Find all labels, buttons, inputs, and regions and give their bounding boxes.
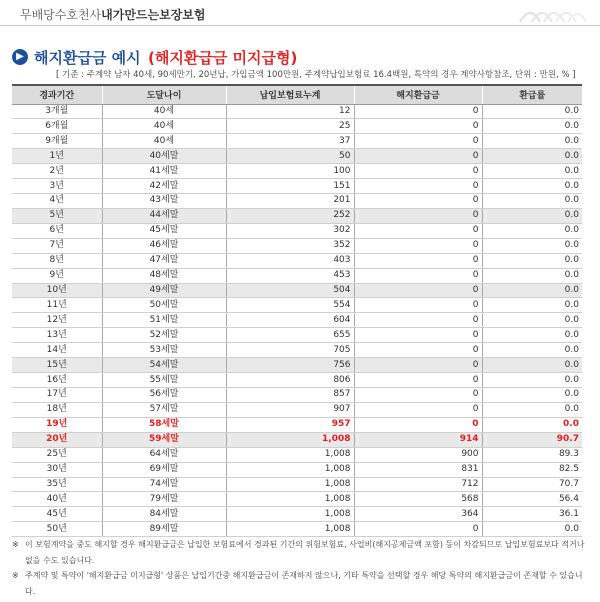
- cell-rate: 0.0: [482, 328, 582, 343]
- brand-prefix: 무배당수호천사: [20, 8, 102, 22]
- cell-age: 40세: [102, 119, 226, 134]
- cell-age: 56세말: [102, 388, 226, 403]
- cell-refund: 0: [354, 134, 482, 149]
- cell-rate: 0.0: [482, 298, 582, 313]
- cell-rate: 0.0: [482, 208, 582, 223]
- cell-rate: 0.0: [482, 388, 582, 403]
- cell-premium: 806: [226, 373, 354, 388]
- cell-period: 14년: [12, 343, 102, 358]
- cell-premium: 655: [226, 328, 354, 343]
- table-row: [12, 268, 582, 283]
- cell-refund: 0: [354, 238, 482, 253]
- cell-rate: 56.4: [482, 492, 582, 507]
- cell-period: 45년: [12, 507, 102, 522]
- cell-period: 3년: [12, 179, 102, 194]
- table-row: [12, 164, 582, 179]
- cell-rate: 0.0: [482, 104, 582, 119]
- cell-age: 42세말: [102, 179, 226, 194]
- cell-age: 74세말: [102, 477, 226, 492]
- table-row: [12, 253, 582, 268]
- cell-period: 5년: [12, 208, 102, 223]
- cell-age: 54세말: [102, 358, 226, 373]
- cell-period: 8년: [12, 253, 102, 268]
- cell-period: 15년: [12, 358, 102, 373]
- cell-refund: 0: [354, 104, 482, 119]
- cell-period: 6개월: [12, 119, 102, 134]
- header-refund: 해지환급금: [354, 85, 482, 104]
- cell-rate: 70.7: [482, 477, 582, 492]
- cell-rate: 0.0: [482, 179, 582, 194]
- cell-rate: 0.0: [482, 268, 582, 283]
- cell-refund: 0: [354, 253, 482, 268]
- cell-refund: 712: [354, 477, 482, 492]
- table-row: [12, 462, 582, 477]
- table-row: [12, 417, 582, 432]
- footnote-marker: ※: [12, 540, 19, 549]
- cell-refund: 0: [354, 179, 482, 194]
- cell-refund: 0: [354, 328, 482, 343]
- cell-period: 25년: [12, 447, 102, 462]
- table-row: [12, 388, 582, 403]
- footnote-marker: ※: [12, 571, 19, 580]
- cell-rate: 0.0: [482, 313, 582, 328]
- table-row: [12, 179, 582, 194]
- cell-rate: 0.0: [482, 343, 582, 358]
- cell-premium: 504: [226, 283, 354, 298]
- cell-rate: 82.5: [482, 462, 582, 477]
- cell-period: 40년: [12, 492, 102, 507]
- table-row: [12, 492, 582, 507]
- cell-rate: 0.0: [482, 238, 582, 253]
- cell-refund: 0: [354, 358, 482, 373]
- table-row: [12, 343, 582, 358]
- cell-refund: 0: [354, 343, 482, 358]
- cell-premium: 756: [226, 358, 354, 373]
- footnote-text: 이 보험계약을 중도 해지할 경우 해지환급금은 납입한 보험료에서 경과된 기간의 위험보험료, 사업비(해지공제금액 포함) 등이 차감되므로 납입보험료보다 적거나 없을 수도 있습니다.: [25, 540, 585, 565]
- cell-age: 40세: [102, 134, 226, 149]
- cell-refund: 0: [354, 313, 482, 328]
- brand-name: 내가만드는보장보험: [101, 8, 206, 22]
- table-row: [12, 358, 582, 373]
- cell-premium: 1,008: [226, 447, 354, 462]
- cell-period: 50년: [12, 522, 102, 537]
- cell-refund: 0: [354, 208, 482, 223]
- header-rate: 환급률: [482, 85, 582, 104]
- cell-period: 1년: [12, 149, 102, 164]
- cell-period: 18년: [12, 402, 102, 417]
- cell-refund: 0: [354, 268, 482, 283]
- cell-premium: 857: [226, 388, 354, 403]
- cell-period: 4년: [12, 194, 102, 209]
- cell-age: 51세말: [102, 313, 226, 328]
- cell-period: 30년: [12, 462, 102, 477]
- footnote: [12, 568, 588, 599]
- cell-refund: 568: [354, 492, 482, 507]
- cell-age: 52세말: [102, 328, 226, 343]
- cell-rate: 0.0: [482, 417, 582, 432]
- cell-age: 40세: [102, 104, 226, 119]
- cell-rate: 0.0: [482, 119, 582, 134]
- footnote-text: 주계약 및 특약이 '해지환급금 미지급형' 상품은 납입기간중 해지환급금이 존재하지 않으나, 기타 특약을 선택할 경우 해당 특약의 해지환급금이 존재할 수 있습니다.: [25, 571, 583, 596]
- cell-age: 89세말: [102, 522, 226, 537]
- basis-note: [ 기준 : 주계약 남자 40세, 90세만기, 20년납, 가입금액 100만원, 주계약납입보험료 16.4백원, 특약의 경우 계약사항참조, 단위 : 만원, % ]: [56, 70, 576, 80]
- footnotes: [12, 537, 588, 599]
- section-title: 해지환급금 예시: [34, 49, 141, 67]
- cell-age: 45세말: [102, 223, 226, 238]
- table-row: [12, 313, 582, 328]
- cell-refund: 0: [354, 298, 482, 313]
- cell-age: 69세말: [102, 462, 226, 477]
- cell-rate: 0.0: [482, 223, 582, 238]
- header-divider: [0, 25, 600, 26]
- cell-period: 6년: [12, 223, 102, 238]
- cell-refund: 0: [354, 194, 482, 209]
- cell-age: 48세말: [102, 268, 226, 283]
- table-row: [12, 238, 582, 253]
- footnote: [12, 537, 588, 568]
- cell-period: 17년: [12, 388, 102, 403]
- cell-premium: 37: [226, 134, 354, 149]
- cell-premium: 957: [226, 417, 354, 432]
- header-premium: 납입보험료누계: [226, 85, 354, 104]
- table-row: [12, 402, 582, 417]
- cell-refund: 914: [354, 432, 482, 447]
- cell-period: 9년: [12, 268, 102, 283]
- cell-refund: 0: [354, 388, 482, 403]
- cell-rate: 0.0: [482, 358, 582, 373]
- cell-age: 46세말: [102, 238, 226, 253]
- cell-premium: 554: [226, 298, 354, 313]
- cell-age: 41세말: [102, 164, 226, 179]
- cell-age: 79세말: [102, 492, 226, 507]
- cell-premium: 1,008: [226, 522, 354, 537]
- header-period: 경과기간: [12, 85, 102, 104]
- cell-age: 55세말: [102, 373, 226, 388]
- cell-premium: 151: [226, 179, 354, 194]
- cell-refund: 0: [354, 164, 482, 179]
- cell-age: 43세말: [102, 194, 226, 209]
- cell-period: 7년: [12, 238, 102, 253]
- cell-rate: 0.0: [482, 134, 582, 149]
- cell-period: 19년: [12, 417, 102, 432]
- table-row: [12, 208, 582, 223]
- cell-premium: 302: [226, 223, 354, 238]
- table-row: [12, 432, 582, 447]
- cell-rate: 0.0: [482, 373, 582, 388]
- cell-age: 47세말: [102, 253, 226, 268]
- table-body: [12, 104, 582, 537]
- play-circle-icon: ▶: [12, 49, 28, 65]
- cell-rate: 0.0: [482, 522, 582, 537]
- cell-age: 44세말: [102, 208, 226, 223]
- cell-age: 40세말: [102, 149, 226, 164]
- table-header-row: [12, 85, 582, 104]
- cell-age: 84세말: [102, 507, 226, 522]
- cell-premium: 907: [226, 402, 354, 417]
- cell-period: 2년: [12, 164, 102, 179]
- cell-premium: 705: [226, 343, 354, 358]
- refund-table: [12, 84, 582, 537]
- section-subtitle: (해지환급금 미지급형): [148, 49, 298, 67]
- cell-rate: 0.0: [482, 194, 582, 209]
- cell-age: 58세말: [102, 417, 226, 432]
- cell-premium: 252: [226, 208, 354, 223]
- table-row: [12, 373, 582, 388]
- cell-rate: 0.0: [482, 283, 582, 298]
- table-row: [12, 328, 582, 343]
- table-row: [12, 507, 582, 522]
- wave-decoration-icon: [518, 2, 588, 24]
- cell-rate: 0.0: [482, 149, 582, 164]
- cell-refund: 0: [354, 417, 482, 432]
- table-row: [12, 134, 582, 149]
- cell-premium: 50: [226, 149, 354, 164]
- cell-refund: 364: [354, 507, 482, 522]
- table-row: [12, 119, 582, 134]
- cell-age: 50세말: [102, 298, 226, 313]
- cell-premium: 25: [226, 119, 354, 134]
- cell-rate: 0.0: [482, 253, 582, 268]
- cell-premium: 453: [226, 268, 354, 283]
- cell-refund: 0: [354, 522, 482, 537]
- cell-premium: 1,008: [226, 492, 354, 507]
- table-row: [12, 149, 582, 164]
- cell-refund: 0: [354, 223, 482, 238]
- cell-period: 11년: [12, 298, 102, 313]
- cell-refund: 0: [354, 283, 482, 298]
- cell-premium: 1,008: [226, 432, 354, 447]
- cell-premium: 100: [226, 164, 354, 179]
- table-row: [12, 194, 582, 209]
- table-row: [12, 447, 582, 462]
- cell-rate: 90.7: [482, 432, 582, 447]
- table-row: [12, 477, 582, 492]
- cell-period: 16년: [12, 373, 102, 388]
- cell-rate: 89.3: [482, 447, 582, 462]
- cell-period: 20년: [12, 432, 102, 447]
- cell-refund: 831: [354, 462, 482, 477]
- cell-refund: 0: [354, 373, 482, 388]
- cell-age: 57세말: [102, 402, 226, 417]
- brand-title: [20, 6, 206, 23]
- cell-premium: 403: [226, 253, 354, 268]
- cell-refund: 0: [354, 402, 482, 417]
- table-row: [12, 522, 582, 537]
- cell-rate: 36.1: [482, 507, 582, 522]
- cell-age: 59세말: [102, 432, 226, 447]
- cell-period: 9개월: [12, 134, 102, 149]
- cell-age: 49세말: [102, 283, 226, 298]
- top-bar: [0, 0, 600, 28]
- cell-refund: 0: [354, 119, 482, 134]
- cell-age: 64세말: [102, 447, 226, 462]
- cell-premium: 604: [226, 313, 354, 328]
- cell-premium: 1,008: [226, 462, 354, 477]
- table-row: [12, 223, 582, 238]
- cell-premium: 352: [226, 238, 354, 253]
- table-row: [12, 104, 582, 119]
- cell-refund: 0: [354, 149, 482, 164]
- cell-premium: 12: [226, 104, 354, 119]
- cell-premium: 1,008: [226, 477, 354, 492]
- cell-refund: 900: [354, 447, 482, 462]
- cell-period: 35년: [12, 477, 102, 492]
- table-row: [12, 298, 582, 313]
- cell-period: 3개월: [12, 104, 102, 119]
- cell-premium: 201: [226, 194, 354, 209]
- cell-age: 53세말: [102, 343, 226, 358]
- cell-period: 12년: [12, 313, 102, 328]
- cell-rate: 0.0: [482, 402, 582, 417]
- cell-premium: 1,008: [226, 507, 354, 522]
- cell-period: 13년: [12, 328, 102, 343]
- cell-period: 10년: [12, 283, 102, 298]
- header-age: 도달나이: [102, 85, 226, 104]
- cell-rate: 0.0: [482, 164, 582, 179]
- table-row: [12, 283, 582, 298]
